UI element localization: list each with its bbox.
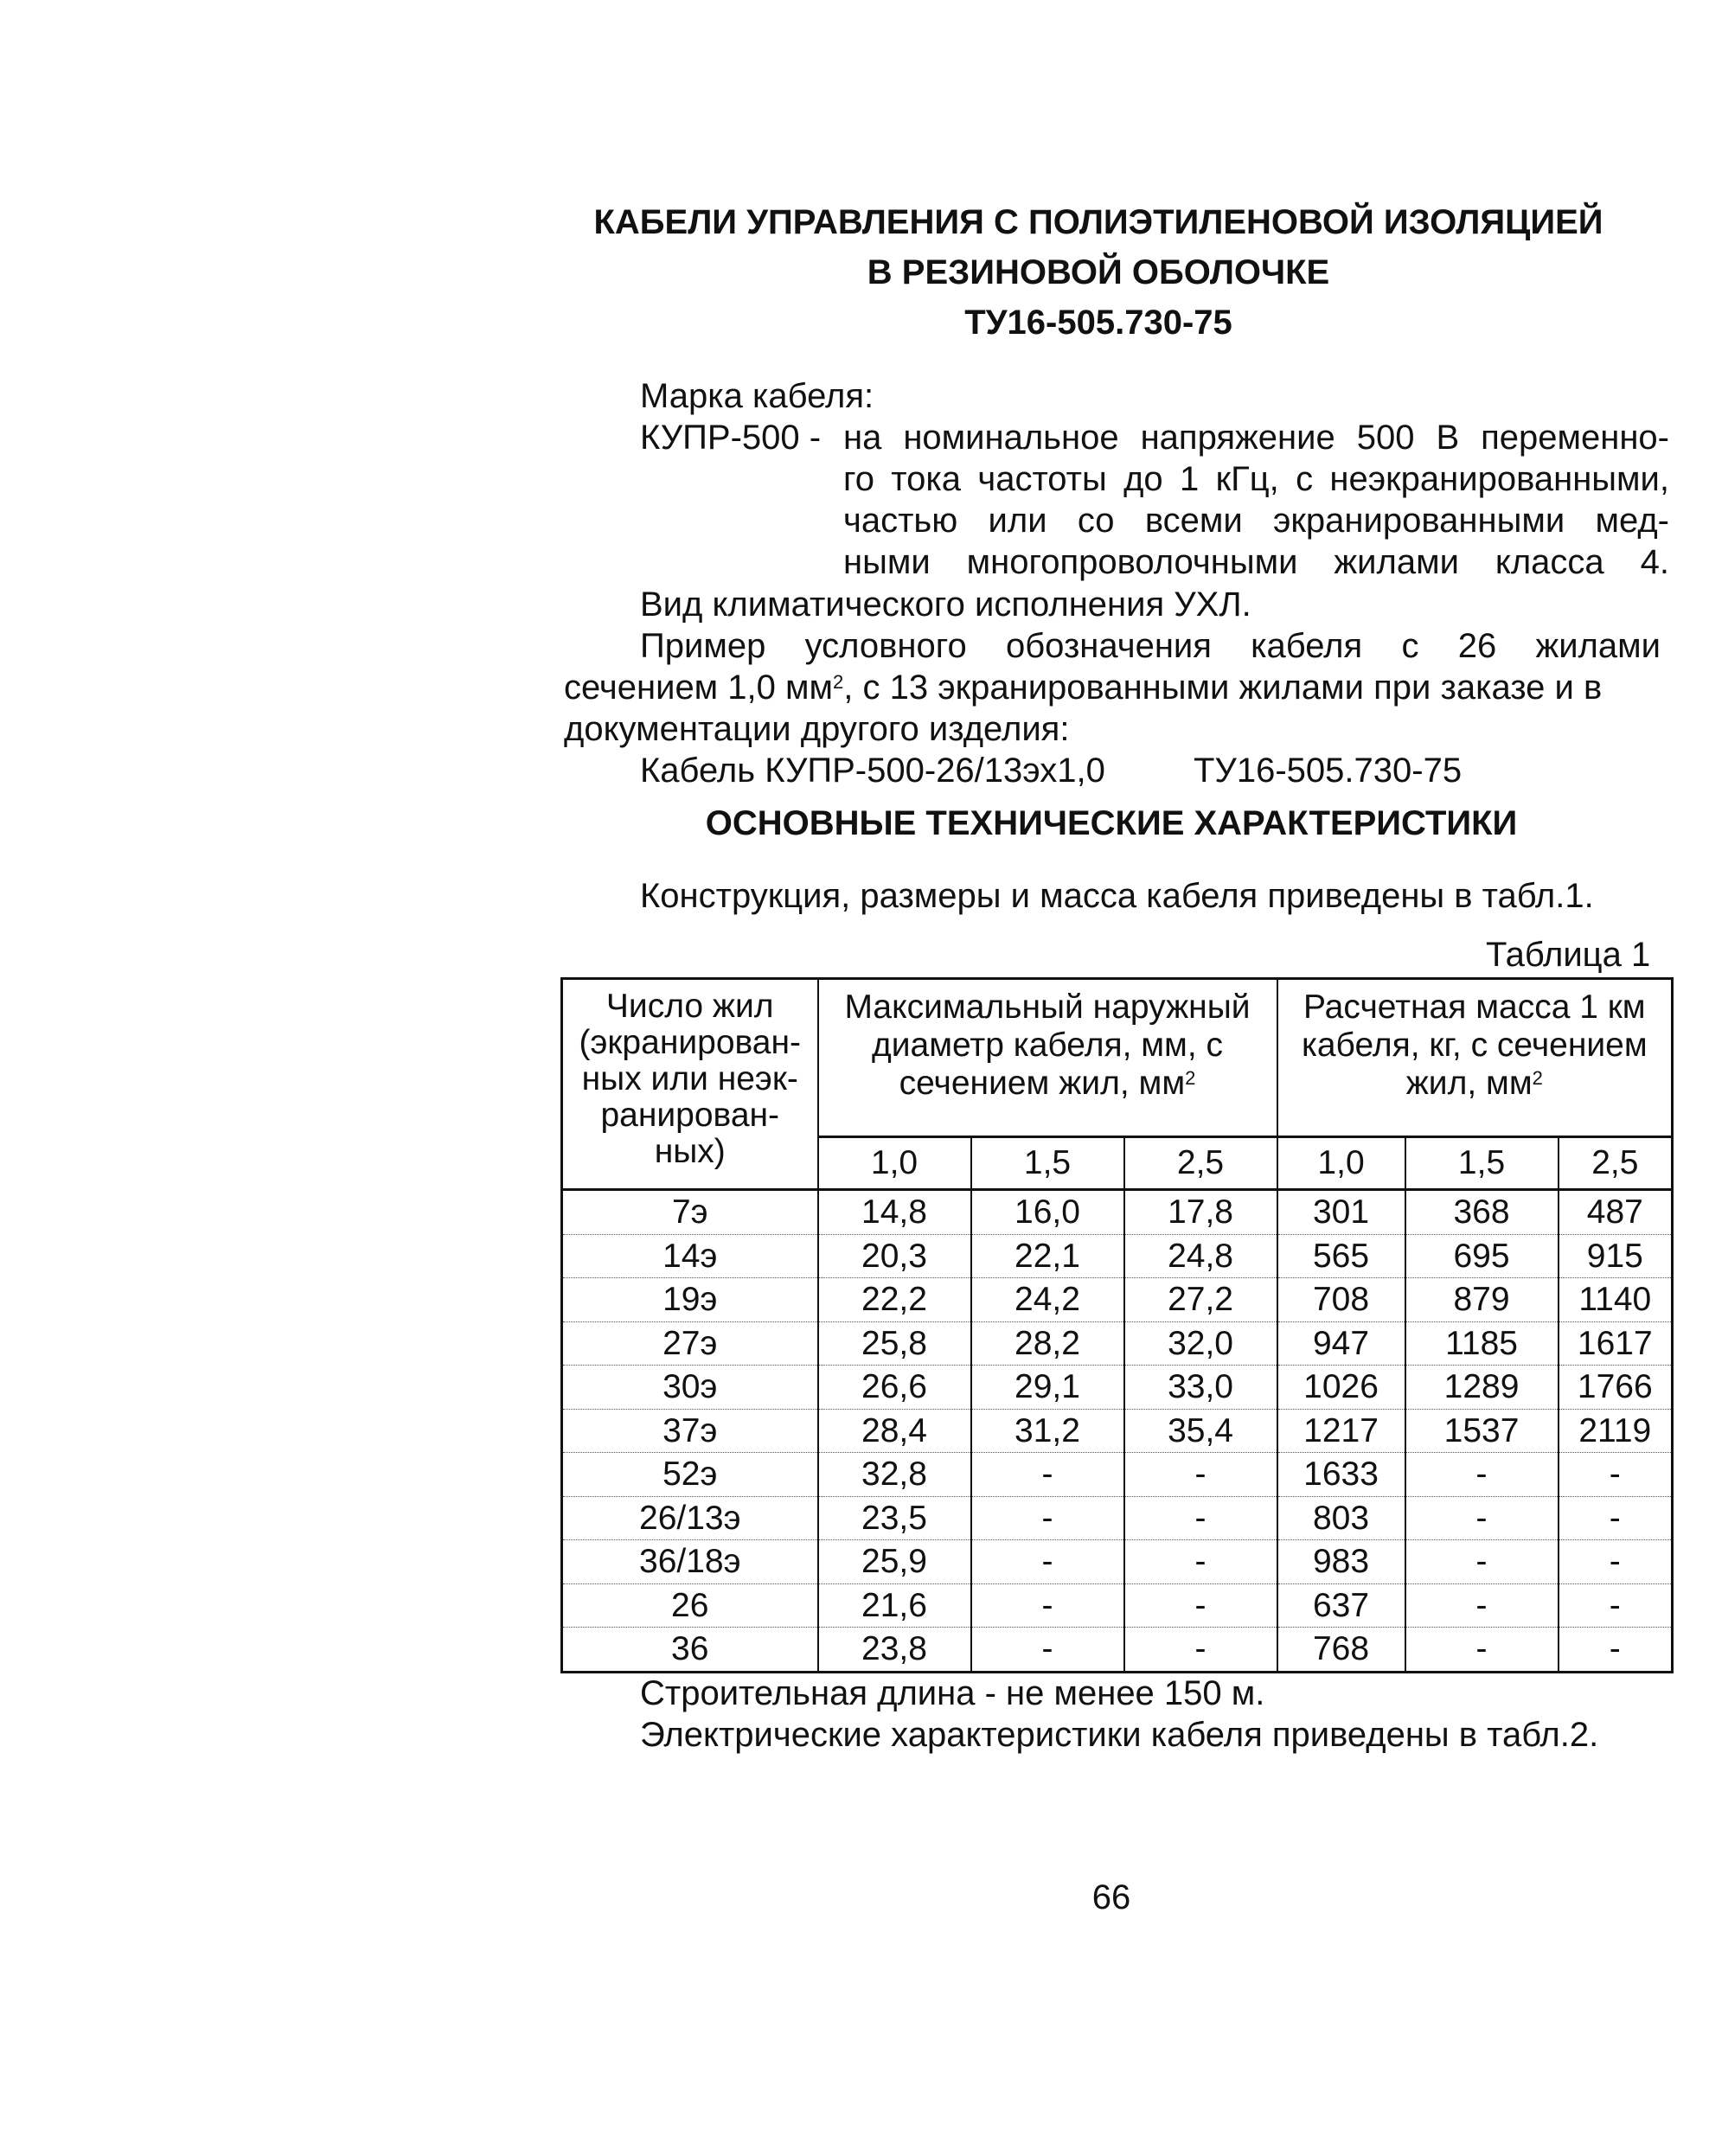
table-cell: 17,8	[1124, 1190, 1277, 1235]
table-cell: 20,3	[818, 1234, 971, 1278]
table-cell: 14э	[562, 1234, 818, 1278]
table-cell: 31,2	[971, 1409, 1124, 1453]
table-cell: -	[1124, 1453, 1277, 1497]
table-cell: 1766	[1559, 1366, 1673, 1410]
table-cell: 983	[1277, 1540, 1405, 1584]
table-cell: 24,8	[1124, 1234, 1277, 1278]
table-cell: 7э	[562, 1190, 818, 1235]
designation: Кабель КУПР-500-26/13эх1,0	[640, 752, 1105, 790]
table-cell: -	[971, 1453, 1124, 1497]
construction-length: Строительная длина - не менее 150 м.	[640, 1674, 1265, 1712]
table-row	[562, 1234, 1673, 1278]
table-row	[562, 1583, 1673, 1628]
example-text: , с 13 экранированными жилами при заказе и в	[843, 669, 1603, 707]
table-cell: 947	[1277, 1321, 1405, 1366]
table-cell: 1185	[1405, 1321, 1559, 1366]
header-mass	[1277, 979, 1673, 1137]
table-cell: -	[1124, 1583, 1277, 1628]
table-cell: 1140	[1559, 1278, 1673, 1322]
table-cell: 24,2	[971, 1278, 1124, 1322]
superscript: 2	[1532, 1067, 1543, 1089]
table-cell: 22,1	[971, 1234, 1124, 1278]
section-intro: Конструкция, размеры и масса кабеля приведены в табл.1.	[640, 877, 1594, 915]
table-cell: 28,4	[818, 1409, 971, 1453]
table-cell: 22,2	[818, 1278, 971, 1322]
brand-description-line: на номинальное напряжение 500 В переменно-	[843, 419, 1669, 457]
table-cell: 1289	[1405, 1366, 1559, 1410]
table-cell: 27,2	[1124, 1278, 1277, 1322]
header-line: Максимальный наружный	[844, 988, 1251, 1026]
table-cell: 768	[1277, 1628, 1405, 1673]
example-text: сечением 1,0 мм	[564, 669, 834, 707]
brand-description-line: го тока частоты до 1 кГц, с неэкранированными,	[843, 460, 1669, 498]
table-cell: -	[971, 1583, 1124, 1628]
table-row	[562, 1278, 1673, 1322]
header-line: ранирован-	[600, 1097, 780, 1134]
header-text: сечением жил, мм	[899, 1065, 1186, 1102]
table-cell: 637	[1277, 1583, 1405, 1628]
header-line	[819, 1065, 1277, 1103]
table-cell: 565	[1277, 1234, 1405, 1278]
header-diameter	[818, 979, 1277, 1137]
table-cell: 1617	[1559, 1321, 1673, 1366]
superscript: 2	[833, 671, 844, 693]
table-cell: 803	[1277, 1496, 1405, 1540]
table-body	[562, 1190, 1673, 1673]
table-cell: 26/13э	[562, 1496, 818, 1540]
table-cell: -	[1559, 1453, 1673, 1497]
title-line-1: КАБЕЛИ УПРАВЛЕНИЯ С ПОЛИЭТИЛЕНОВОЙ ИЗОЛЯЦИЕЙ	[593, 203, 1603, 241]
table-cell: 32,0	[1124, 1321, 1277, 1366]
table-cell: 27э	[562, 1321, 818, 1366]
table-cell: 1537	[1405, 1409, 1559, 1453]
header-line: ных)	[654, 1133, 726, 1170]
brand-description	[843, 417, 1669, 583]
table-row	[562, 1321, 1673, 1366]
brand-description-line: частью или со всеми экранированными мед-	[843, 502, 1669, 540]
table-row	[562, 1496, 1673, 1540]
table-cell: 879	[1405, 1278, 1559, 1322]
table-row	[562, 1190, 1673, 1235]
table-cell: -	[1405, 1628, 1559, 1673]
example-line-2	[564, 667, 1661, 708]
table-cell: 301	[1277, 1190, 1405, 1235]
table-row	[562, 1366, 1673, 1410]
title-line-3: ТУ16-505.730-75	[964, 304, 1232, 342]
table-cell: -	[1124, 1540, 1277, 1584]
table-cell: -	[971, 1628, 1124, 1673]
header-line: Расчетная масса 1 км	[1303, 988, 1646, 1026]
table-cell: 708	[1277, 1278, 1405, 1322]
table-cell: 30э	[562, 1366, 818, 1410]
table-cell: 915	[1559, 1234, 1673, 1278]
table-row	[562, 1540, 1673, 1584]
example-text: Пример условного обозначения кабеля с 26 жилами	[640, 627, 1661, 665]
electrical-reference: Электрические характеристики кабеля приведены в табл.2.	[640, 1716, 1599, 1754]
header-line: (экранирован-	[579, 1024, 802, 1061]
table-cell: 695	[1405, 1234, 1559, 1278]
subheader-cell: 1,5	[971, 1137, 1124, 1190]
table-cell: -	[1559, 1583, 1673, 1628]
table-row	[562, 1628, 1673, 1673]
table-cell: 26	[562, 1583, 818, 1628]
example-line-3: документации другого изделия:	[564, 710, 1070, 748]
table-cell: 2119	[1559, 1409, 1673, 1453]
header-line: ных или неэк-	[581, 1060, 798, 1097]
table-cell: 1633	[1277, 1453, 1405, 1497]
table-cell: 23,8	[818, 1628, 971, 1673]
table-cell: 28,2	[971, 1321, 1124, 1366]
table-cell: 19э	[562, 1278, 818, 1322]
title-line-2: В РЕЗИНОВОЙ ОБОЛОЧКЕ	[867, 253, 1330, 291]
table-cell: 52э	[562, 1453, 818, 1497]
page-number: 66	[1091, 1878, 1131, 1916]
table-cell: 37э	[562, 1409, 818, 1453]
table-cell: 21,6	[818, 1583, 971, 1628]
table-cell: -	[971, 1496, 1124, 1540]
table-cell: 29,1	[971, 1366, 1124, 1410]
table-row	[562, 1453, 1673, 1497]
subheader-cell: 2,5	[1559, 1137, 1673, 1190]
table-cell: 1217	[1277, 1409, 1405, 1453]
brand-name: КУПР-500 -	[640, 419, 822, 457]
example-line-1	[640, 625, 1661, 667]
table-cell: -	[1124, 1628, 1277, 1673]
table-cell: 487	[1559, 1190, 1673, 1235]
table-cell: 36/18э	[562, 1540, 818, 1584]
table-cell: 26,6	[818, 1366, 971, 1410]
table-cell: 33,0	[1124, 1366, 1277, 1410]
table-label: Таблица 1	[1486, 936, 1651, 974]
table-cell: -	[1559, 1628, 1673, 1673]
table-cell: 23,5	[818, 1496, 971, 1540]
table-cell: -	[1559, 1540, 1673, 1584]
document-title	[562, 197, 1635, 348]
table-cell: 25,8	[818, 1321, 971, 1366]
header-cores	[562, 979, 818, 1190]
table-cell: 14,8	[818, 1190, 971, 1235]
table-cell: -	[1405, 1540, 1559, 1584]
brand-label: Марка кабеля:	[640, 377, 874, 415]
table-cell: -	[1124, 1496, 1277, 1540]
superscript: 2	[1185, 1067, 1196, 1089]
subheader-cell: 2,5	[1124, 1137, 1277, 1190]
table-cell: 35,4	[1124, 1409, 1277, 1453]
cable-spec-table	[560, 977, 1674, 1673]
table-row	[562, 1409, 1673, 1453]
subheader-cell: 1,0	[818, 1137, 971, 1190]
subheader-cell: 1,5	[1405, 1137, 1559, 1190]
table-cell: -	[1405, 1453, 1559, 1497]
table-cell: -	[1405, 1496, 1559, 1540]
table-cell: 25,9	[818, 1540, 971, 1584]
table-cell: 368	[1405, 1190, 1559, 1235]
climate-text: Вид климатического исполнения УХЛ.	[640, 585, 1251, 624]
table-cell: 1026	[1277, 1366, 1405, 1410]
header-line: диаметр кабеля, мм, с	[871, 1027, 1224, 1064]
brand-description-line: ными многопроволочными жилами класса 4.	[843, 543, 1669, 581]
header-text: жил, мм	[1405, 1065, 1533, 1102]
table-cell: 32,8	[818, 1453, 971, 1497]
table-cell: -	[971, 1540, 1124, 1584]
table-cell: 36	[562, 1628, 818, 1673]
subheader-cell: 1,0	[1277, 1137, 1405, 1190]
table-cell: -	[1405, 1583, 1559, 1628]
designation-spec: ТУ16-505.730-75	[1194, 752, 1463, 790]
table-cell: 16,0	[971, 1190, 1124, 1235]
section-title: ОСНОВНЫЕ ТЕХНИЧЕСКИЕ ХАРАКТЕРИСТИКИ	[705, 804, 1518, 842]
header-line	[1278, 1065, 1672, 1103]
table-cell: -	[1559, 1496, 1673, 1540]
header-line: кабеля, кг, с сечением	[1301, 1027, 1648, 1064]
header-line: Число жил	[605, 988, 774, 1025]
